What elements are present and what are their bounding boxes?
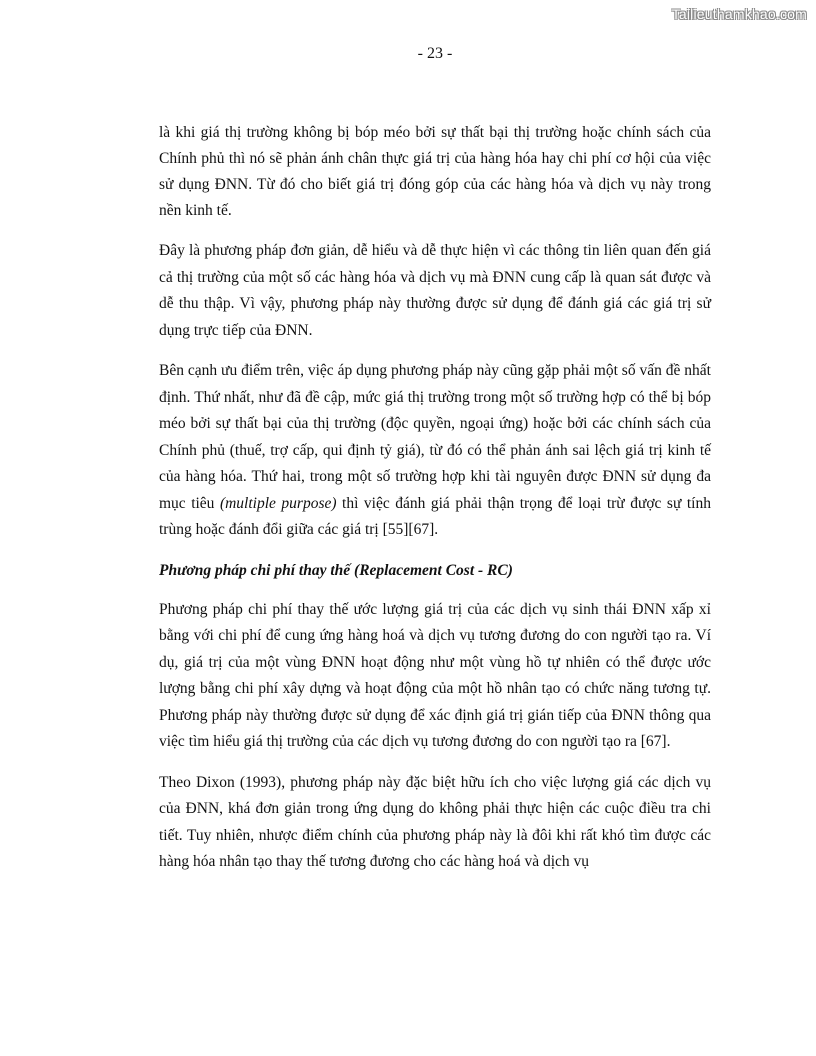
paragraph-dixon-evaluation: Theo Dixon (1993), phương pháp này đặc biệt hữu ích cho việc lượng giá các dịch vụ của ĐNN, khá đơn giản trong ứng dụng do không phải thực hiện các cuộc điều tra chi tiết. Tuy nhiên, nhược điểm chính của phương pháp này là đôi khi rất khó tìm được các hàng hóa nhân tạo thay thế tương đương cho các hàng hoá và dịch vụ — [159, 773, 711, 870]
paragraph-method-advantages: Đây là phương pháp đơn giản, dễ hiểu và dễ thực hiện vì các thông tin liên quan đến giá cả thị trường của một số các hàng hóa và dịch vụ mà ĐNN cung cấp là quan sát được và dễ thu thập. Vì vậy, phương pháp này thường được sử dụng để đánh giá các giá trị sử dụng trực tiếp của ĐNN. — [159, 242, 711, 339]
limitations-text-end: thì việc đánh giá phải thận trọng để loại trừ được sự tính trùng hoặc đánh đổi giữa các giá trị [55][67]. — [159, 494, 711, 538]
page-number: - 23 - — [417, 45, 453, 62]
paragraph-replacement-cost-definition: Phương pháp chi phí thay thế ước lượng giá trị của các dịch vụ sinh thái ĐNN xấp xỉ bằng với chi phí để cung ứng hàng hoá và dịch vụ tương đương do con người tạo ra. Ví dụ, giá trị của một vùng ĐNN hoạt động như một vùng hồ tự nhiên có thể được ước lượng bằng chi phí xây dựng và hoạt động của một hồ nhân tạo có chức năng tương tự. Phương pháp này thường được sử dụng để xác định giá trị gián tiếp của ĐNN thông qua việc tìm hiểu giá thị trường của các dịch vụ tương đương do con người tạo ra [67]. — [159, 600, 711, 750]
limitations-text-start: Bên cạnh ưu điểm trên, việc áp dụng phương pháp này cũng gặp phải một số vấn đề nhất định. Thứ nhất, như đã đề cập, mức giá thị trường trong một số trường hợp có thể bị bóp méo bởi sự thất bại của thị trường (độc quyền, ngoại ứng) hoặc bởi các chính sách của Chính phủ (thuế, trợ cấp, qui định tỷ giá), từ đó có thể phản ánh sai lệch giá trị kinh tế của hàng hóa. Thứ hai, trong một số trường hợp khi tài nguyên được ĐNN sử dụng đa mục tiêu — [159, 362, 711, 512]
paragraph-method-limitations — [159, 358, 711, 544]
section-heading-replacement-cost: Phương pháp chi phí thay thế (Replacement Cost - RC) — [159, 561, 513, 579]
limitations-italic-term: (multiple purpose) — [219, 494, 337, 512]
document-body — [159, 120, 711, 890]
paragraph-market-price-continuation: là khi giá thị trường không bị bóp méo bởi sự thất bại thị trường hoặc chính sách của Chính phủ thì nó sẽ phản ánh chân thực giá trị của hàng hóa hay chi phí cơ hội của việc sử dụng ĐNN. Từ đó cho biết giá trị đóng góp của các hàng hóa và dịch vụ này trong nền kinh tế. — [159, 124, 711, 219]
watermark-text: Tailieuthamkhao.com — [671, 6, 807, 22]
